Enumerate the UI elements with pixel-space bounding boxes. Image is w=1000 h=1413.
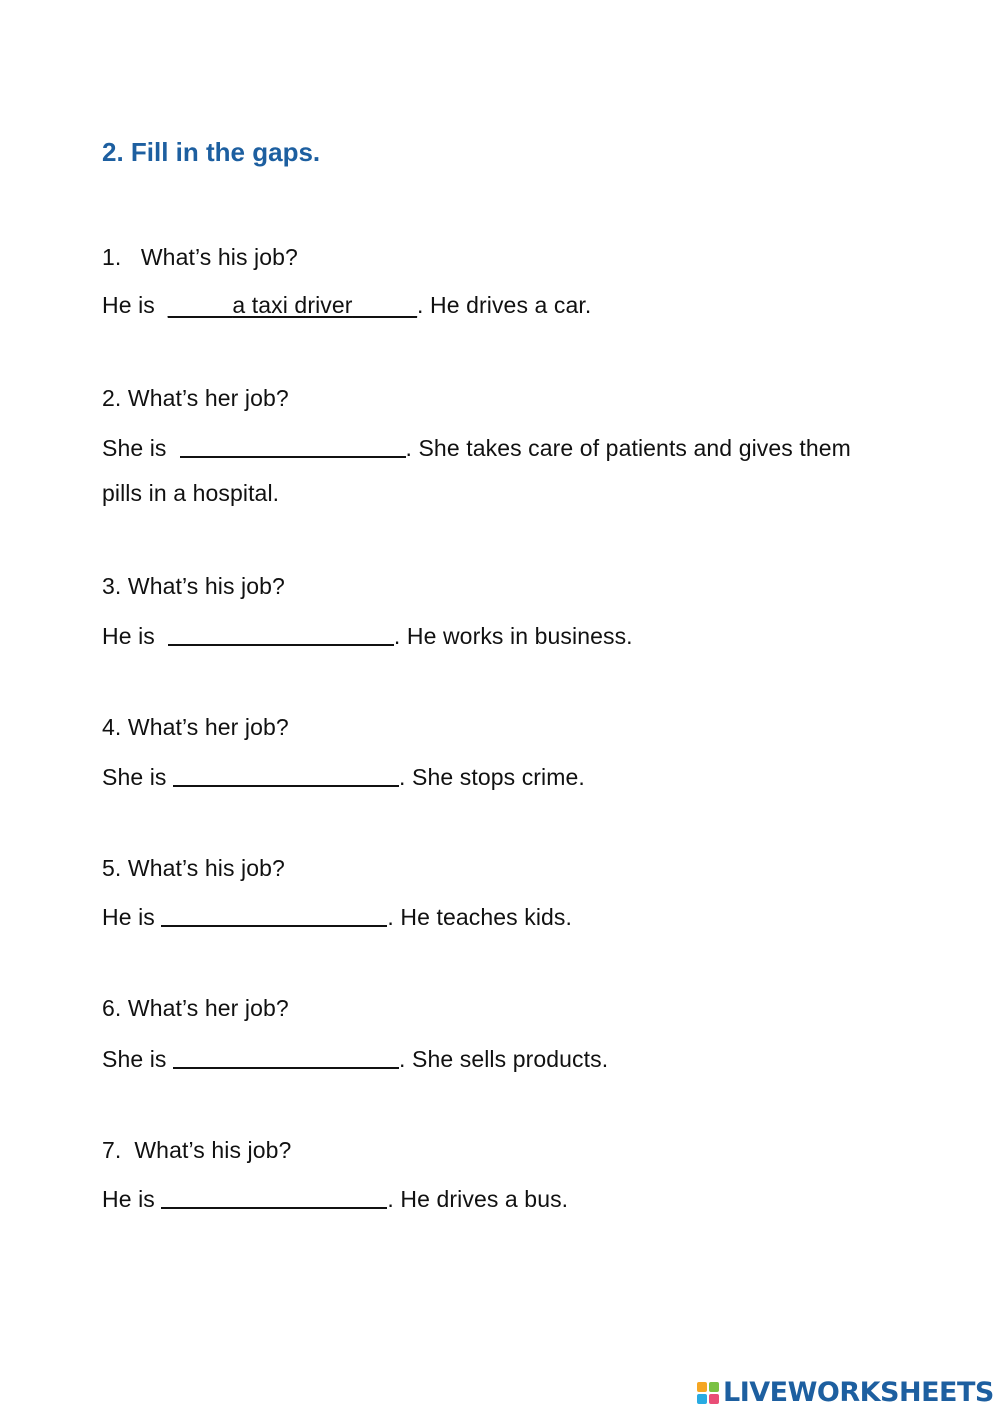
question-text: What’s his job? (127, 855, 285, 881)
question-text: What’s his job? (140, 244, 298, 270)
answer-line-7 (102, 1183, 568, 1213)
answer-gap-5[interactable] (161, 903, 387, 927)
question-text: What’s his job? (127, 573, 285, 599)
answer-gap-4[interactable] (173, 763, 399, 787)
question-5 (102, 854, 285, 882)
answer-rest: . She sells products. (399, 1046, 609, 1072)
answer-rest: . She stops crime. (399, 764, 585, 790)
question-number: 6. (102, 995, 122, 1021)
answer-subject: He is (102, 1186, 155, 1212)
answer-subject: She is (102, 435, 167, 461)
answer-gap-7[interactable] (161, 1185, 387, 1209)
answer-line-6 (102, 1043, 608, 1073)
answer-gap-2[interactable] (180, 434, 406, 458)
question-text: What’s her job? (127, 385, 289, 411)
question-number: 2. (102, 385, 122, 411)
answer-rest: . He works in business. (393, 623, 633, 649)
answer-rest: . She takes care of patients and gives them (405, 435, 851, 461)
question-2 (102, 384, 289, 412)
logo-square (709, 1394, 719, 1404)
question-7 (102, 1136, 291, 1164)
answer-gap-6[interactable] (173, 1045, 399, 1069)
answer-line-3 (102, 620, 633, 650)
question-number: 3. (102, 573, 122, 599)
question-3 (102, 572, 285, 600)
answer-subject: He is (102, 292, 155, 318)
logo-square (709, 1382, 719, 1392)
logo-square (697, 1382, 707, 1392)
question-6 (102, 994, 289, 1022)
answer-line-2 (102, 432, 851, 462)
answer-subject: He is (102, 623, 155, 649)
question-number: 1. (102, 244, 122, 270)
question-number: 7. (102, 1137, 122, 1163)
question-1 (102, 243, 298, 271)
question-number: 5. (102, 855, 122, 881)
answer-subject: She is (102, 764, 167, 790)
question-text: What’s her job? (127, 714, 289, 740)
answer-continuation-2: pills in a hospital. (102, 480, 280, 506)
answer-gap-3[interactable] (168, 622, 394, 646)
answer-line-5 (102, 901, 572, 931)
answer-line-4 (102, 761, 585, 791)
question-text: What’s her job? (127, 995, 289, 1021)
answer-line-1 (102, 291, 591, 319)
logo-mark-icon (697, 1382, 719, 1404)
answer-gap-1[interactable]: _____a taxi driver_____ (167, 292, 418, 318)
answer-subject: He is (102, 904, 155, 930)
logo-text: LIVEWORKSHEETS (723, 1377, 994, 1408)
answer-rest: . He teaches kids. (387, 904, 573, 930)
question-text: What’s his job? (134, 1137, 292, 1163)
question-4 (102, 713, 289, 741)
answer-rest: . He drives a car. (417, 292, 592, 318)
question-number: 4. (102, 714, 122, 740)
logo-square (697, 1394, 707, 1404)
liveworksheets-logo[interactable] (697, 1378, 994, 1408)
answer-rest: . He drives a bus. (387, 1186, 569, 1212)
worksheet-title: 2. Fill in the gaps. (102, 137, 321, 167)
answer-subject: She is (102, 1046, 167, 1072)
